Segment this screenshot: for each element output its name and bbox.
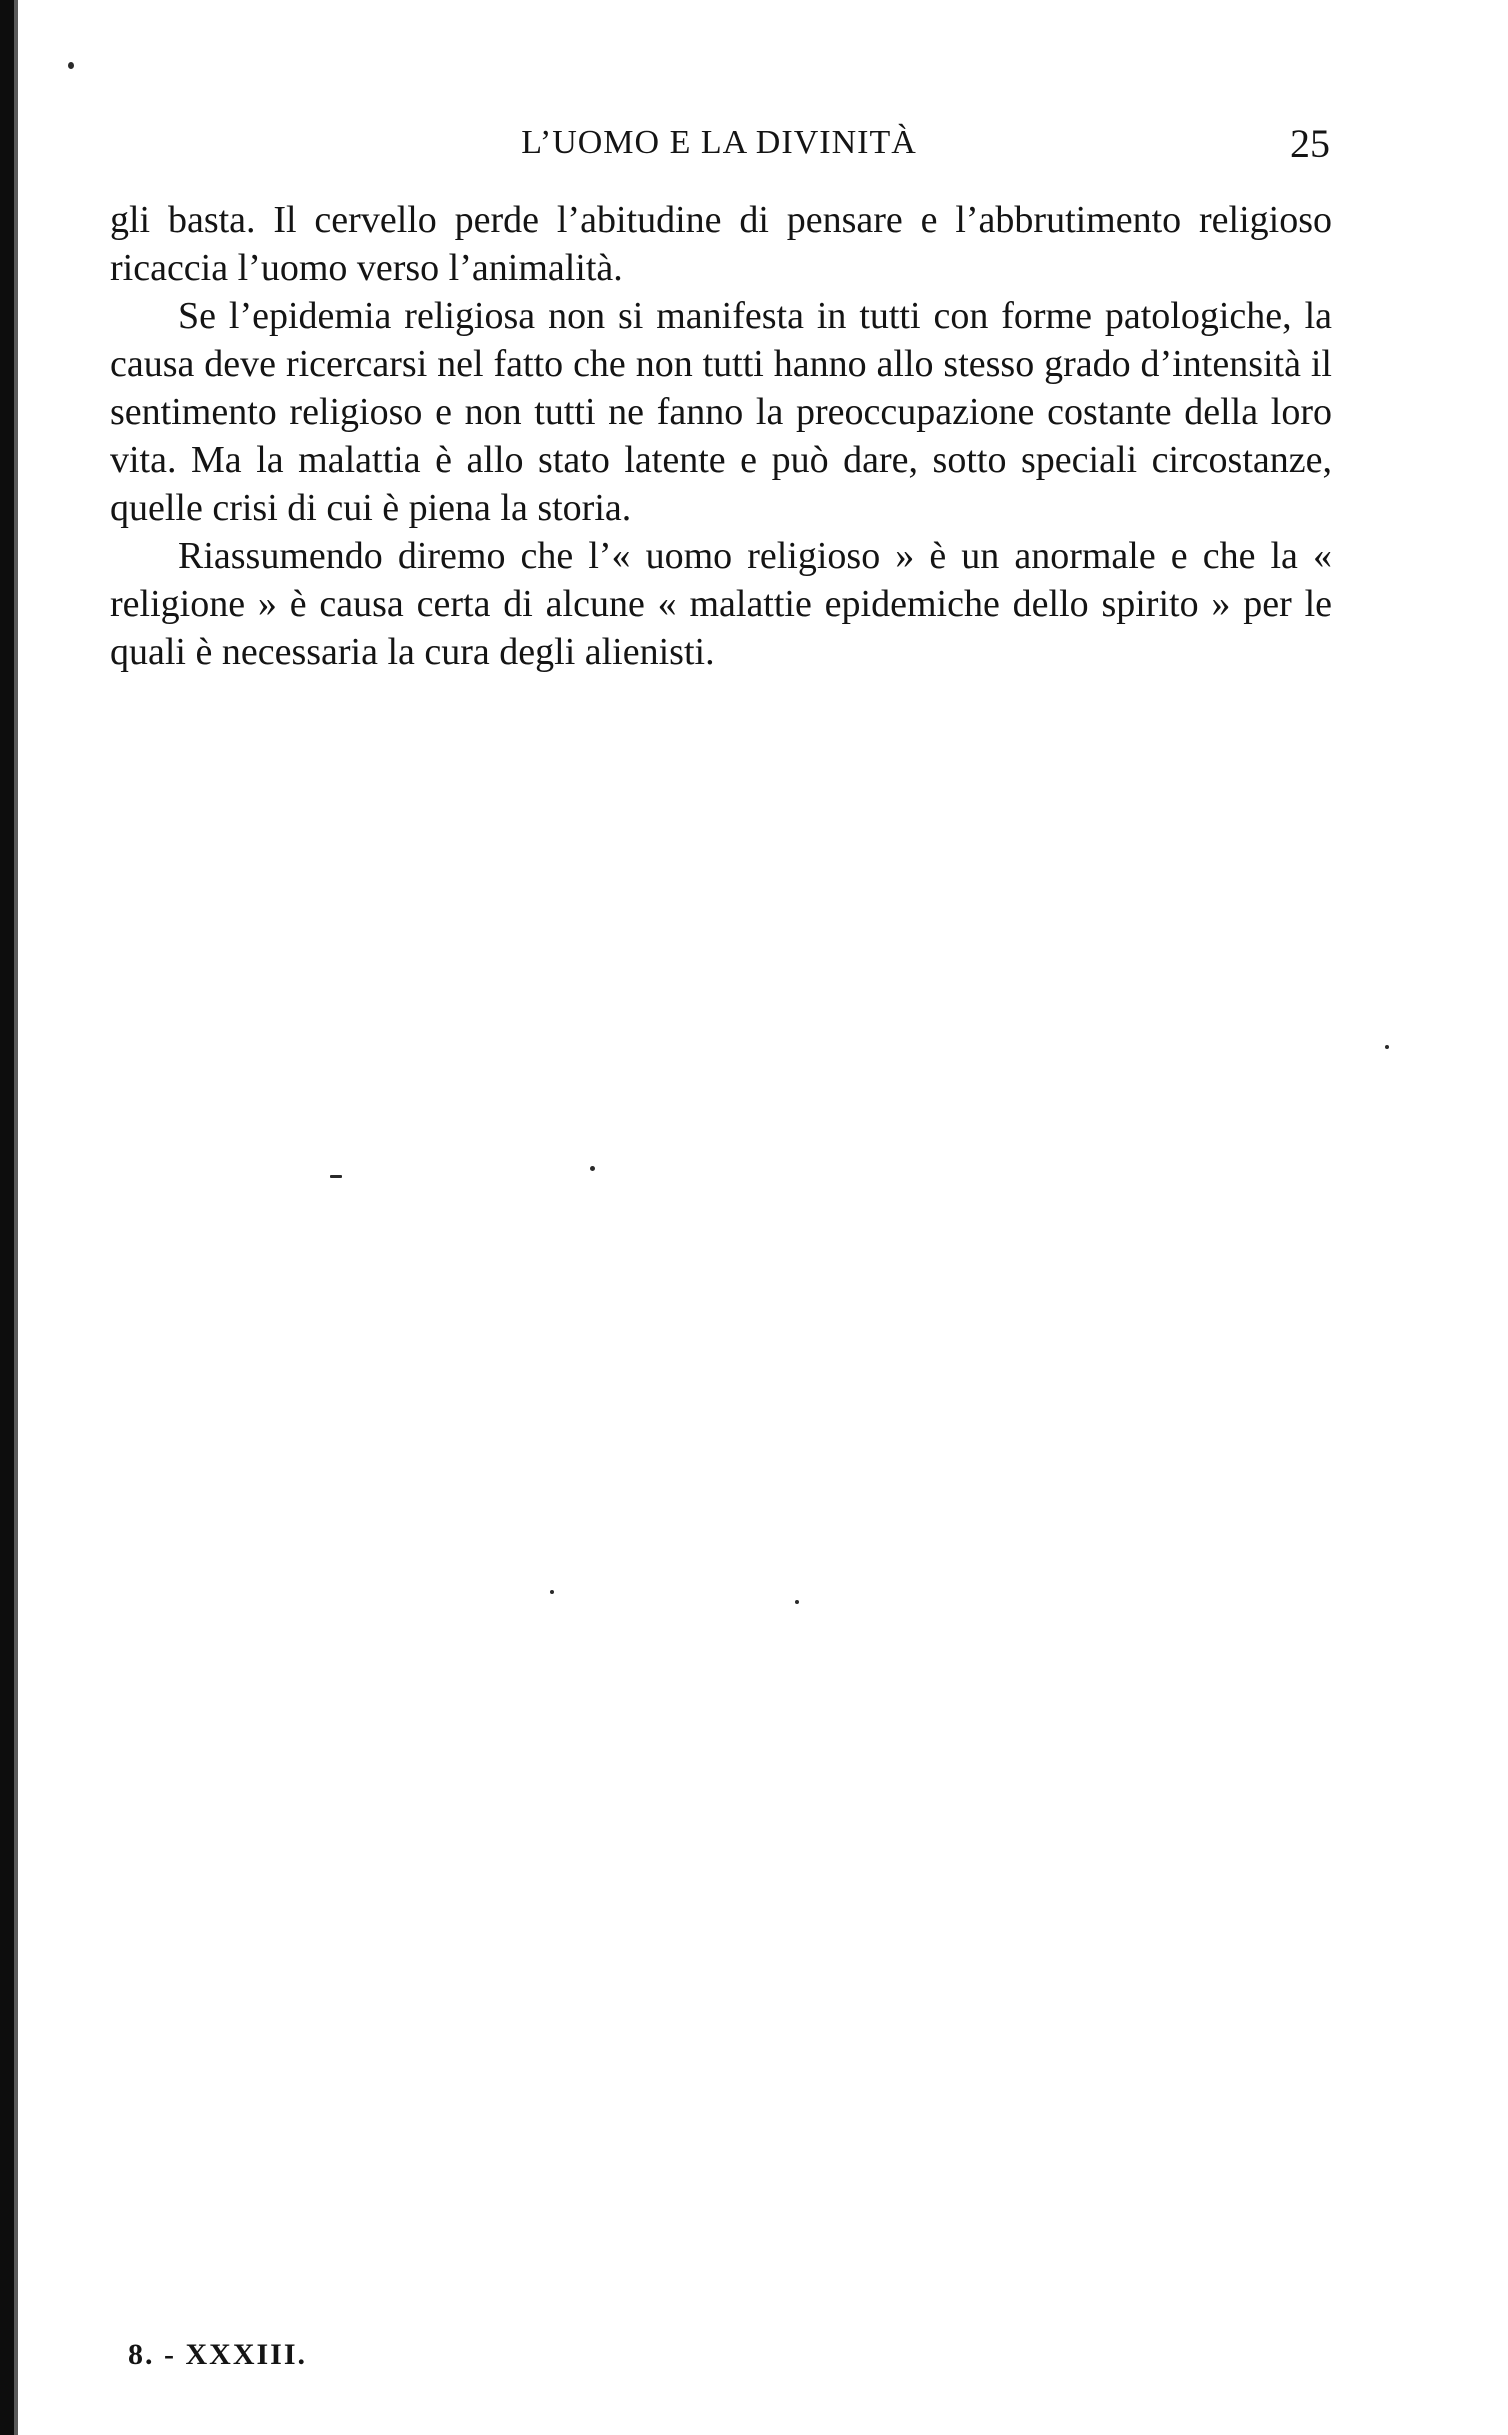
- paragraph-epidemia: Se l’epidemia religiosa non si manifesta in tutti con forme patologiche, la causa deve ricercarsi nel fatto che non tutti hanno allo stesso grado d’intensità il sentimento religioso e non tutti ne fanno la preoccupazione costante della loro vita. Ma la malattia è allo stato latente e può dare, sotto speciali circostanze, quelle crisi di cui è piena la storia.: [110, 295, 1332, 529]
- ink-speck: [550, 1590, 554, 1594]
- ink-speck: [590, 1166, 595, 1171]
- body-text: [110, 196, 1332, 676]
- running-head: [108, 120, 1330, 168]
- binding-edge-shadow: [14, 0, 18, 2435]
- page-number: 25: [1290, 121, 1330, 166]
- paragraph-continuation: gli basta. Il cervello perde l’abitudine di pensare e l’abbrutimento religioso ricaccia l’uomo verso l’animalità.: [110, 199, 1332, 289]
- signature-mark: 8. - XXXIII.: [128, 2338, 308, 2371]
- ink-speck: [330, 1175, 342, 1178]
- ink-speck: [1385, 1045, 1389, 1049]
- binding-edge: [0, 0, 14, 2435]
- running-title: L’UOMO E LA DIVINITÀ: [521, 124, 917, 161]
- ink-speck: [795, 1600, 799, 1604]
- paragraph-riassumendo: Riassumendo diremo che l’« uomo religioso » è un anormale e che la « religione » è causa certa di alcune « malattie epidemiche dello spirito » per le quali è necessaria la cura degli alienisti.: [110, 535, 1332, 673]
- ink-speck: [68, 62, 74, 69]
